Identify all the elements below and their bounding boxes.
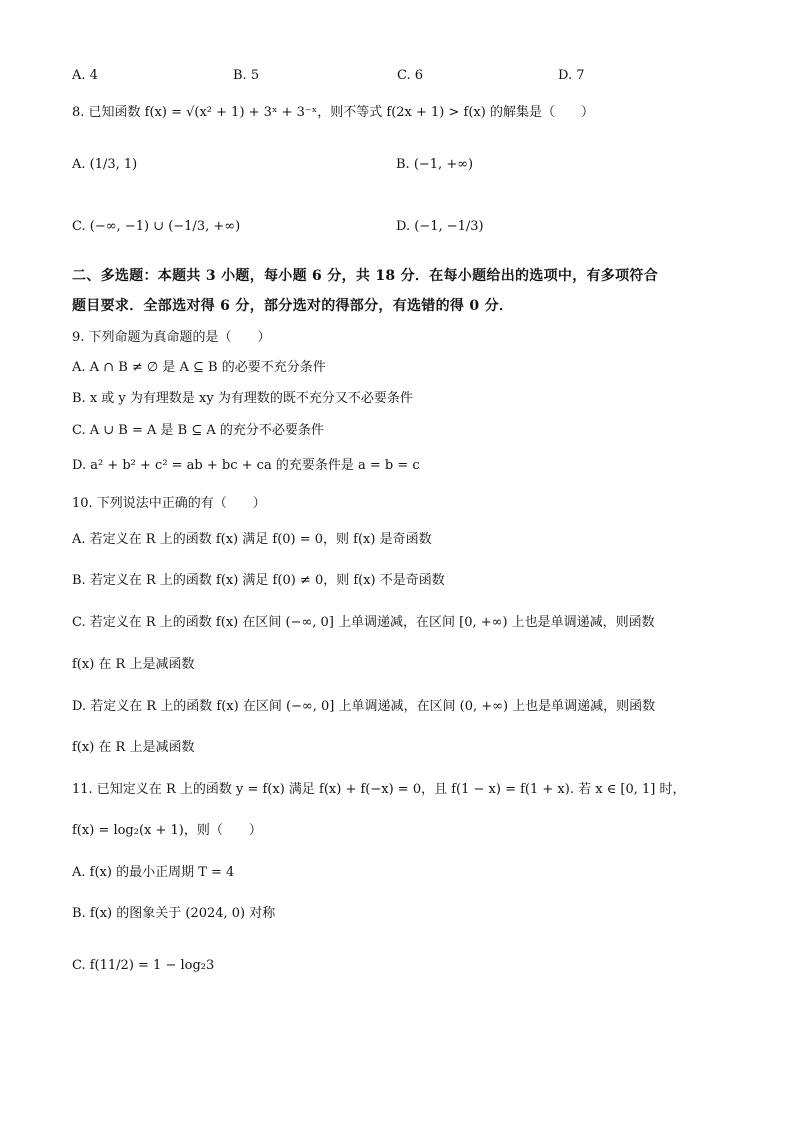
q8-option-d: D. (−1, −1/3)	[396, 219, 484, 234]
q10-option-d-line1: D. 若定义在 R 上的函数 f(x) 在区间 (−∞, 0] 上单调递减，在区间 (0, +∞) 上也是单调递减，则函数	[72, 699, 656, 714]
q8-option-c: C. (−∞, −1) ∪ (−1/3, +∞)	[72, 219, 241, 234]
q8-option-a: A. (1/3, 1)	[72, 157, 138, 172]
q9-stem: 9. 下列命题为真命题的是（ ）	[72, 330, 271, 345]
q11-stem-line2: f(x) = log₂(x + 1)，则（ ）	[72, 823, 262, 838]
q7-option-a: A. 4	[72, 68, 98, 83]
q10-option-c-line1: C. 若定义在 R 上的函数 f(x) 在区间 (−∞, 0] 上单调递减，在区间 [0, +∞) 上也是单调递减，则函数	[72, 615, 655, 630]
q10-option-a: A. 若定义在 R 上的函数 f(x) 满足 f(0) = 0，则 f(x) 是奇函数	[72, 532, 432, 547]
q9-option-a: A. A ∩ B ≠ ∅ 是 A ⊆ B 的必要不充分条件	[72, 360, 326, 375]
q10-option-d-line2: f(x) 在 R 上是减函数	[72, 740, 195, 755]
q10-option-c-line2: f(x) 在 R 上是减函数	[72, 657, 195, 672]
q7-option-b: B. 5	[233, 68, 260, 83]
section-heading-line2: 题目要求．全部选对得 6 分，部分选对的得部分，有选错的得 0 分．	[72, 298, 514, 314]
q10-option-b: B. 若定义在 R 上的函数 f(x) 满足 f(0) ≠ 0，则 f(x) 不是奇函数	[72, 573, 445, 588]
q7-option-c: C. 6	[397, 68, 424, 83]
q7-option-d: D. 7	[558, 68, 585, 83]
q8-option-b: B. (−1, +∞)	[396, 157, 474, 172]
q9-option-b: B. x 或 y 为有理数是 xy 为有理数的既不充分又不必要条件	[72, 391, 413, 406]
q9-option-d: D. a² + b² + c² = ab + bc + ca 的充要条件是 a = b = c	[72, 458, 420, 473]
q11-option-b: B. f(x) 的图象关于 (2024, 0) 对称	[72, 906, 276, 921]
q7-options-row	[72, 66, 732, 86]
q11-stem-line1: 11. 已知定义在 R 上的函数 y = f(x) 满足 f(x) + f(−x) = 0，且 f(1 − x) = f(1 + x). 若 x ∈ [0, 1] 时，	[72, 782, 686, 797]
q9-option-c: C. A ∪ B = A 是 B ⊆ A 的充分不必要条件	[72, 423, 324, 438]
q8-stem: 8. 已知函数 f(x) = √(x² + 1) + 3ˣ + 3⁻ˣ，则不等式 f(2x + 1) > f(x) 的解集是（ ）	[72, 105, 594, 120]
q11-option-c: C. f(11/2) = 1 − log₂3	[72, 958, 215, 973]
section-heading-line1: 二、多选题：本题共 3 小题，每小题 6 分，共 18 分．在每小题给出的选项中，有多项符合	[72, 268, 659, 284]
q11-option-a: A. f(x) 的最小正周期 T = 4	[72, 865, 235, 880]
q10-stem: 10. 下列说法中正确的有（ ）	[72, 496, 266, 511]
